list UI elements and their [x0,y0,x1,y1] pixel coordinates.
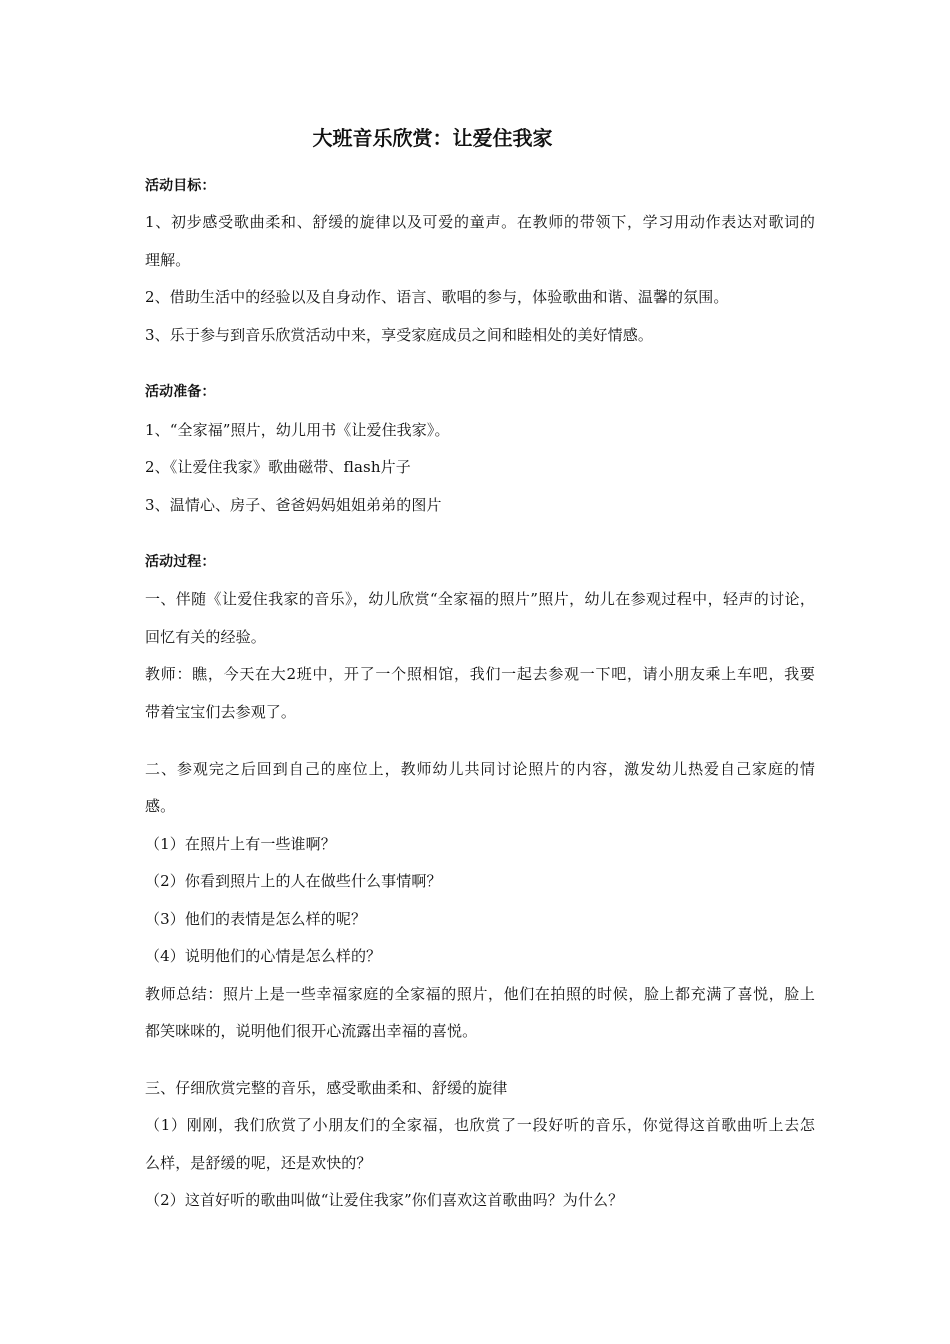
page-title: 大班音乐欣赏：让爱住我家 [312,126,553,150]
step-3-question-1-line-1: （1）刚刚，我们欣赏了小朋友们的全家福，也欣赏了一段好听的音乐，你觉得这首歌曲听上去怎 [145,1116,815,1134]
goals-heading: 活动目标： [145,178,216,194]
question-4: （4）说明他们的心情是怎么样的？ [145,947,382,965]
question-3: （3）他们的表情是怎么样的呢？ [145,910,367,928]
prep-item-1: 1、“全家福”照片，幼儿用书《让爱住我家》。 [145,421,450,439]
process-step-1-line-1: 一、伴随《让爱住我家的音乐》，幼儿欣赏“全家福的照片”照片，幼儿在参观过程中，轻声的讨论， [145,590,815,608]
teacher-intro-line-2: 带着宝宝们去参观了。 [145,703,297,721]
question-2: （2）你看到照片上的人在做些什么事情啊？ [145,872,442,890]
prep-item-2: 2、《让爱住我家》歌曲磁带、flash片子 [145,458,411,476]
process-step-1-line-2: 回忆有关的经验。 [145,628,266,646]
step-3-question-2: （2）这首好听的歌曲叫做“让爱住我家”你们喜欢这首歌曲吗？为什么？ [145,1191,624,1209]
teacher-summary-line-1: 教师总结：照片上是一些幸福家庭的全家福的照片，他们在拍照的时候，脸上都充满了喜悦，脸上 [145,985,815,1003]
teacher-summary-line-2: 都笑咪咪的，说明他们很开心流露出幸福的喜悦。 [145,1022,478,1040]
goals-item-2: 2、借助生活中的经验以及自身动作、语言、歌唱的参与，体验歌曲和谐、温馨的氛围。 [145,288,729,306]
process-step-2-line-2: 感。 [145,797,176,815]
process-heading: 活动过程： [145,554,216,570]
process-step-3: 三、仔细欣赏完整的音乐，感受歌曲柔和、舒缓的旋律 [145,1079,508,1097]
goals-item-3: 3、乐于参与到音乐欣赏活动中来，享受家庭成员之间和睦相处的美好情感。 [145,326,653,344]
question-1: （1）在照片上有一些谁啊？ [145,835,336,853]
goals-item-1-line-1: 1、初步感受歌曲柔和、舒缓的旋律以及可爱的童声。在教师的带领下，学习用动作表达对歌词的 [145,213,815,231]
goals-item-1-line-2: 理解。 [145,251,191,269]
step-3-question-1-line-2: 么样，是舒缓的呢，还是欢快的？ [145,1154,372,1172]
prep-item-3: 3、温情心、房子、爸爸妈妈姐姐弟弟的图片 [145,496,442,514]
prep-heading: 活动准备： [145,384,216,400]
process-step-2-line-1: 二、参观完之后回到自己的座位上，教师幼儿共同讨论照片的内容，激发幼儿热爱自己家庭的情 [145,760,815,778]
teacher-intro-line-1: 教师：瞧，今天在大2班中，开了一个照相馆，我们一起去参观一下吧，请小朋友乘上车吧，我要 [145,665,815,683]
